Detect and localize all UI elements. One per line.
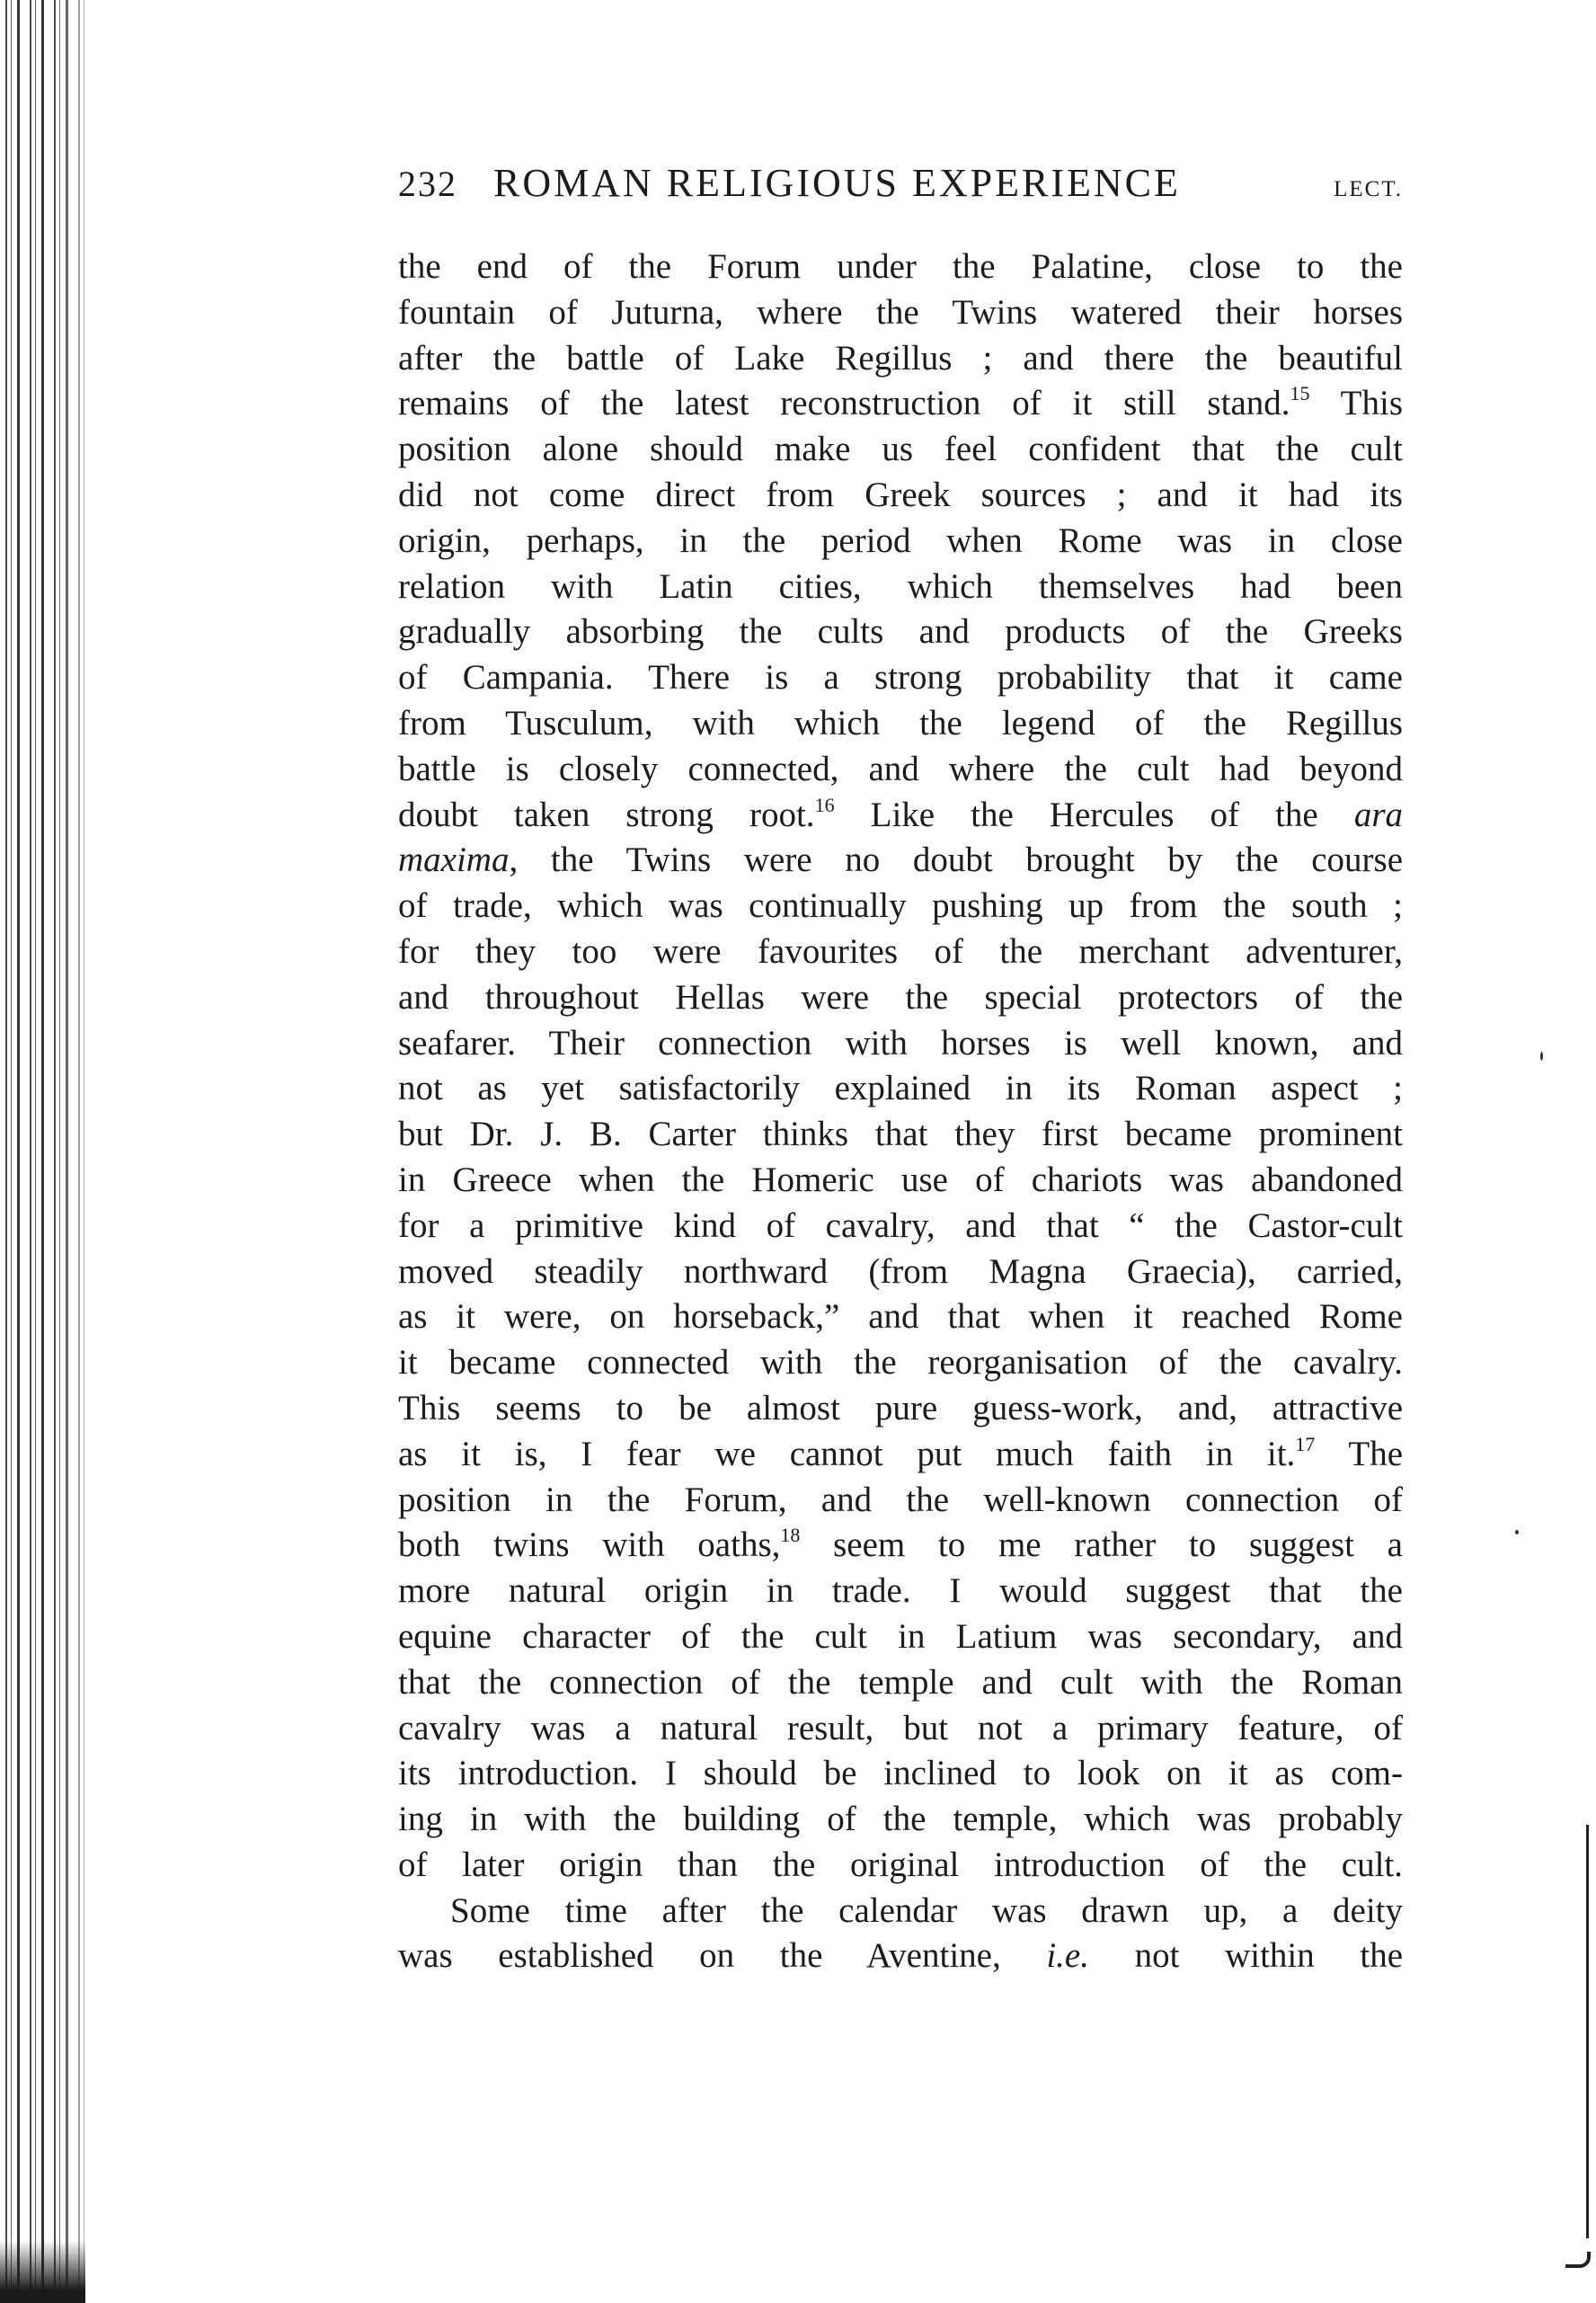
running-header [398,160,1403,223]
text-fragment: The [1348,1434,1403,1473]
text-fragment: not within the [1134,1936,1403,1976]
body-text [398,245,1403,1979]
italic-term: ara [1353,795,1403,834]
text-line: ing in with the building of the temple, which was probably [398,1800,1403,1839]
text-line: the end of the Forum under the Palatine, close to the [398,247,1403,286]
text-line: from Tusculum, with which the legend of the Regillus [398,703,1403,742]
text-line: its introduction. I should be inclined to look on it as com- [398,1754,1403,1793]
page-edge-curl [1565,2252,1591,2268]
text-line: for they too were favourites of the merchant adventurer, [398,931,1403,971]
footnote-ref: 18 [780,1524,801,1547]
text-line [398,1432,1403,1478]
spine-bottom-shadow [0,2240,85,2303]
text-line: position in the Forum, and the well-known connection of [398,1480,1403,1519]
text-fragment: This [1340,384,1403,423]
text-fragment: remains of the latest reconstruction of it still stand. [398,384,1290,423]
spine-shadow [54,0,108,2303]
text-line: of trade, which was continually pushing up from the south ; [398,886,1403,926]
section-mark: LECT. [1334,177,1403,201]
ink-speck [1515,1530,1519,1534]
text-line: in Greece when the Homeric use of chariots was abandoned [398,1160,1403,1199]
text-line: seafarer. Their connection with horses is well known, and [398,1023,1403,1063]
text-line: it became connected with the reorganisation of the cavalry. [398,1343,1403,1383]
text-line: but Dr. J. B. Carter thinks that they first became prominent [398,1115,1403,1154]
page-edge-mark [1581,1825,1589,2238]
text-line [398,1934,1403,1979]
footnote-ref: 17 [1295,1432,1316,1455]
text-fragment: , the Twins were no doubt brought by the course [509,840,1403,880]
text-fragment: seem to me rather to suggest a [833,1525,1403,1565]
text-line: This seems to be almost pure guess-work, and, attractive [398,1388,1403,1427]
text-line: moved steadily northward (from Magna Graecia), carried, [398,1251,1403,1291]
text-line: after the battle of Lake Regillus ; and there the beautiful [398,338,1403,378]
text-line: position alone should make us feel confident that the cult [398,430,1403,469]
text-line: of later origin than the original introduction of the cult. [398,1845,1403,1884]
text-line: of Campania. There is a strong probability that it came [398,658,1403,698]
text-line [398,838,1403,884]
text-line: not as yet satisfactorily explained in its Roman aspect ; [398,1069,1403,1108]
text-line: that the connection of the temple and cult with the Roman [398,1662,1403,1702]
text-line: origin, perhaps, in the period when Rome was in close [398,520,1403,560]
text-line: for a primitive kind of cavalry, and that “ the Castor-cult [398,1205,1403,1245]
italic-term: i.e. [1046,1936,1089,1976]
text-line [398,381,1403,427]
text-fragment: was established on the Aventine, [398,1936,1001,1976]
text-line: battle is closely connected, and where the cult had beyond [398,749,1403,788]
page-number: 232 [398,164,457,204]
text-line: gradually absorbing the cults and products of the Greeks [398,612,1403,652]
text-fragment: Like the Hercules of the [870,795,1318,834]
text-line: relation with Latin cities, which themselves had been [398,566,1403,606]
text-line: did not come direct from Greek sources ; and it had its [398,475,1403,514]
text-line [398,793,1403,839]
footnote-ref: 16 [814,793,835,816]
text-line [398,1523,1403,1569]
text-line: cavalry was a natural result, but not a primary feature, of [398,1708,1403,1747]
running-title: ROMAN RELIGIOUS EXPERIENCE [493,161,1181,205]
text-fragment: doubt taken strong root. [398,795,815,834]
italic-term: maxima [398,840,510,880]
text-line: fountain of Juturna, where the Twins watered their horses [398,292,1403,332]
text-line: and throughout Hellas were the special protectors of the [398,977,1403,1017]
text-fragment: both twins with oaths, [398,1525,781,1565]
text-fragment: as it is, I fear we cannot put much faith in it. [398,1434,1296,1473]
text-line: as it were, on horseback,” and that when it reached Rome [398,1297,1403,1337]
text-line: more natural origin in trade. I would suggest that the [398,1571,1403,1611]
text-line: Some time after the calendar was drawn up, a deity [450,1890,1403,1930]
footnote-ref: 15 [1290,382,1310,405]
text-line: equine character of the cult in Latium was secondary, and [398,1616,1403,1656]
ink-speck [1540,1052,1543,1061]
